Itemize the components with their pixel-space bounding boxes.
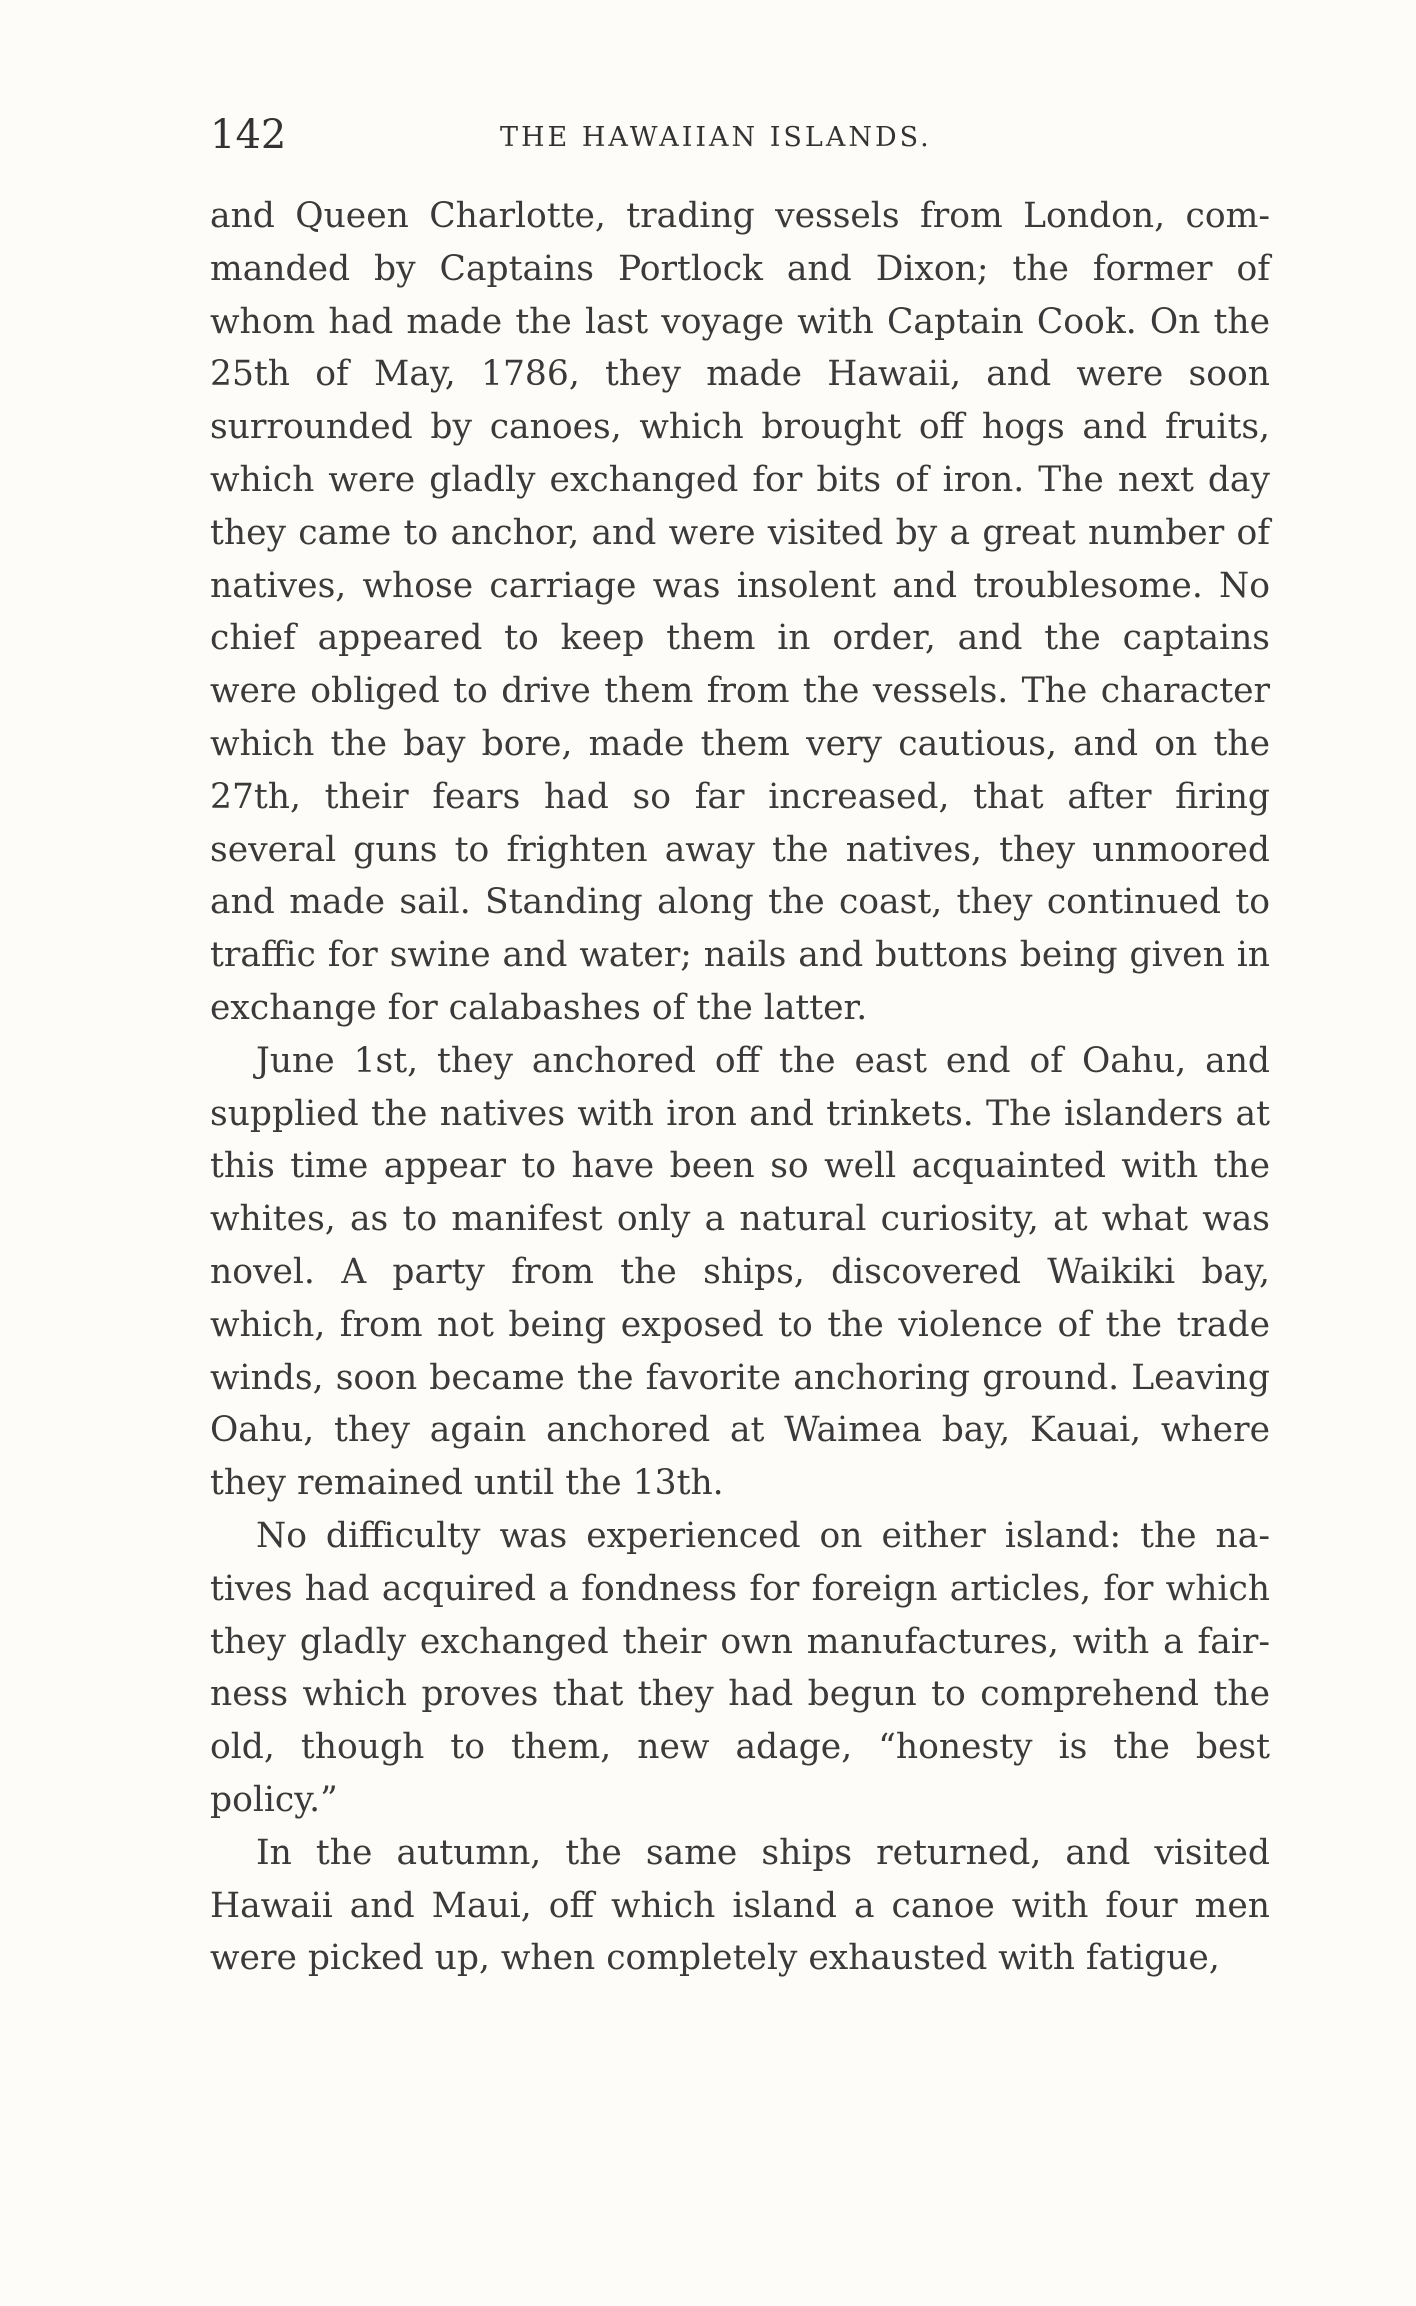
book-page [210, 0, 1270, 2306]
paragraph: June 1st, they anchored off the east end of Oahu, and supplied the natives with iron and trinkets. The islanders at this time appear to have been so well acquainted with the whites, as to manifest only a natural curiosity, at what was novel. A party from the ships, discovered Waikiki bay, which, from not being exposed to the violence of the trade winds, soon became the favorite anchoring ground. Leaving Oahu, they again anchored at Waimea bay, Kauai, where they remained until the 13th. [210, 1040, 1270, 1504]
page-number: 142 [210, 112, 287, 158]
paragraph: and Queen Charlotte, trading vessels from London, commanded by Captains Portlock and Dixon; the former of whom had made the last voyage with Captain Cook. On the 25th of May, 1786, they made Hawaii, and were soon surrounded by canoes, which brought off hogs and fruits, which were gladly exchanged for bits of iron. The next day they came to anchor, and were visited by a great number of natives, whose carriage was insolent and troublesome. No chief appeared to keep them in order, and the captains were obliged to drive them from the vessels. The character which the bay bore, made them very cautious, and on the 27th, their fears had so far increased, that after firing several guns to frighten away the natives, they unmoored and made sail. Standing along the coast, they continued to traffic for swine and water; nails and buttons being given in exchange for calabashes of the latter. [210, 196, 1270, 1028]
paragraph: In the autumn, the same ships returned, and visited Hawaii and Maui, off which island a canoe with four men were picked up, when completely exhausted with fatigue, [210, 1832, 1270, 1979]
running-head [210, 110, 1270, 160]
running-title: THE HAWAIIAN ISLANDS. [500, 122, 932, 153]
body-text [210, 190, 1270, 1985]
paragraph: No difficulty was experienced on either island: the natives had acquired a fondness for foreign articles, for which they gladly exchanged their own manufactures, with a fairness which proves that they had begun to comprehend the old, though to them, new adage, “honesty is the best policy.” [210, 1515, 1270, 1820]
